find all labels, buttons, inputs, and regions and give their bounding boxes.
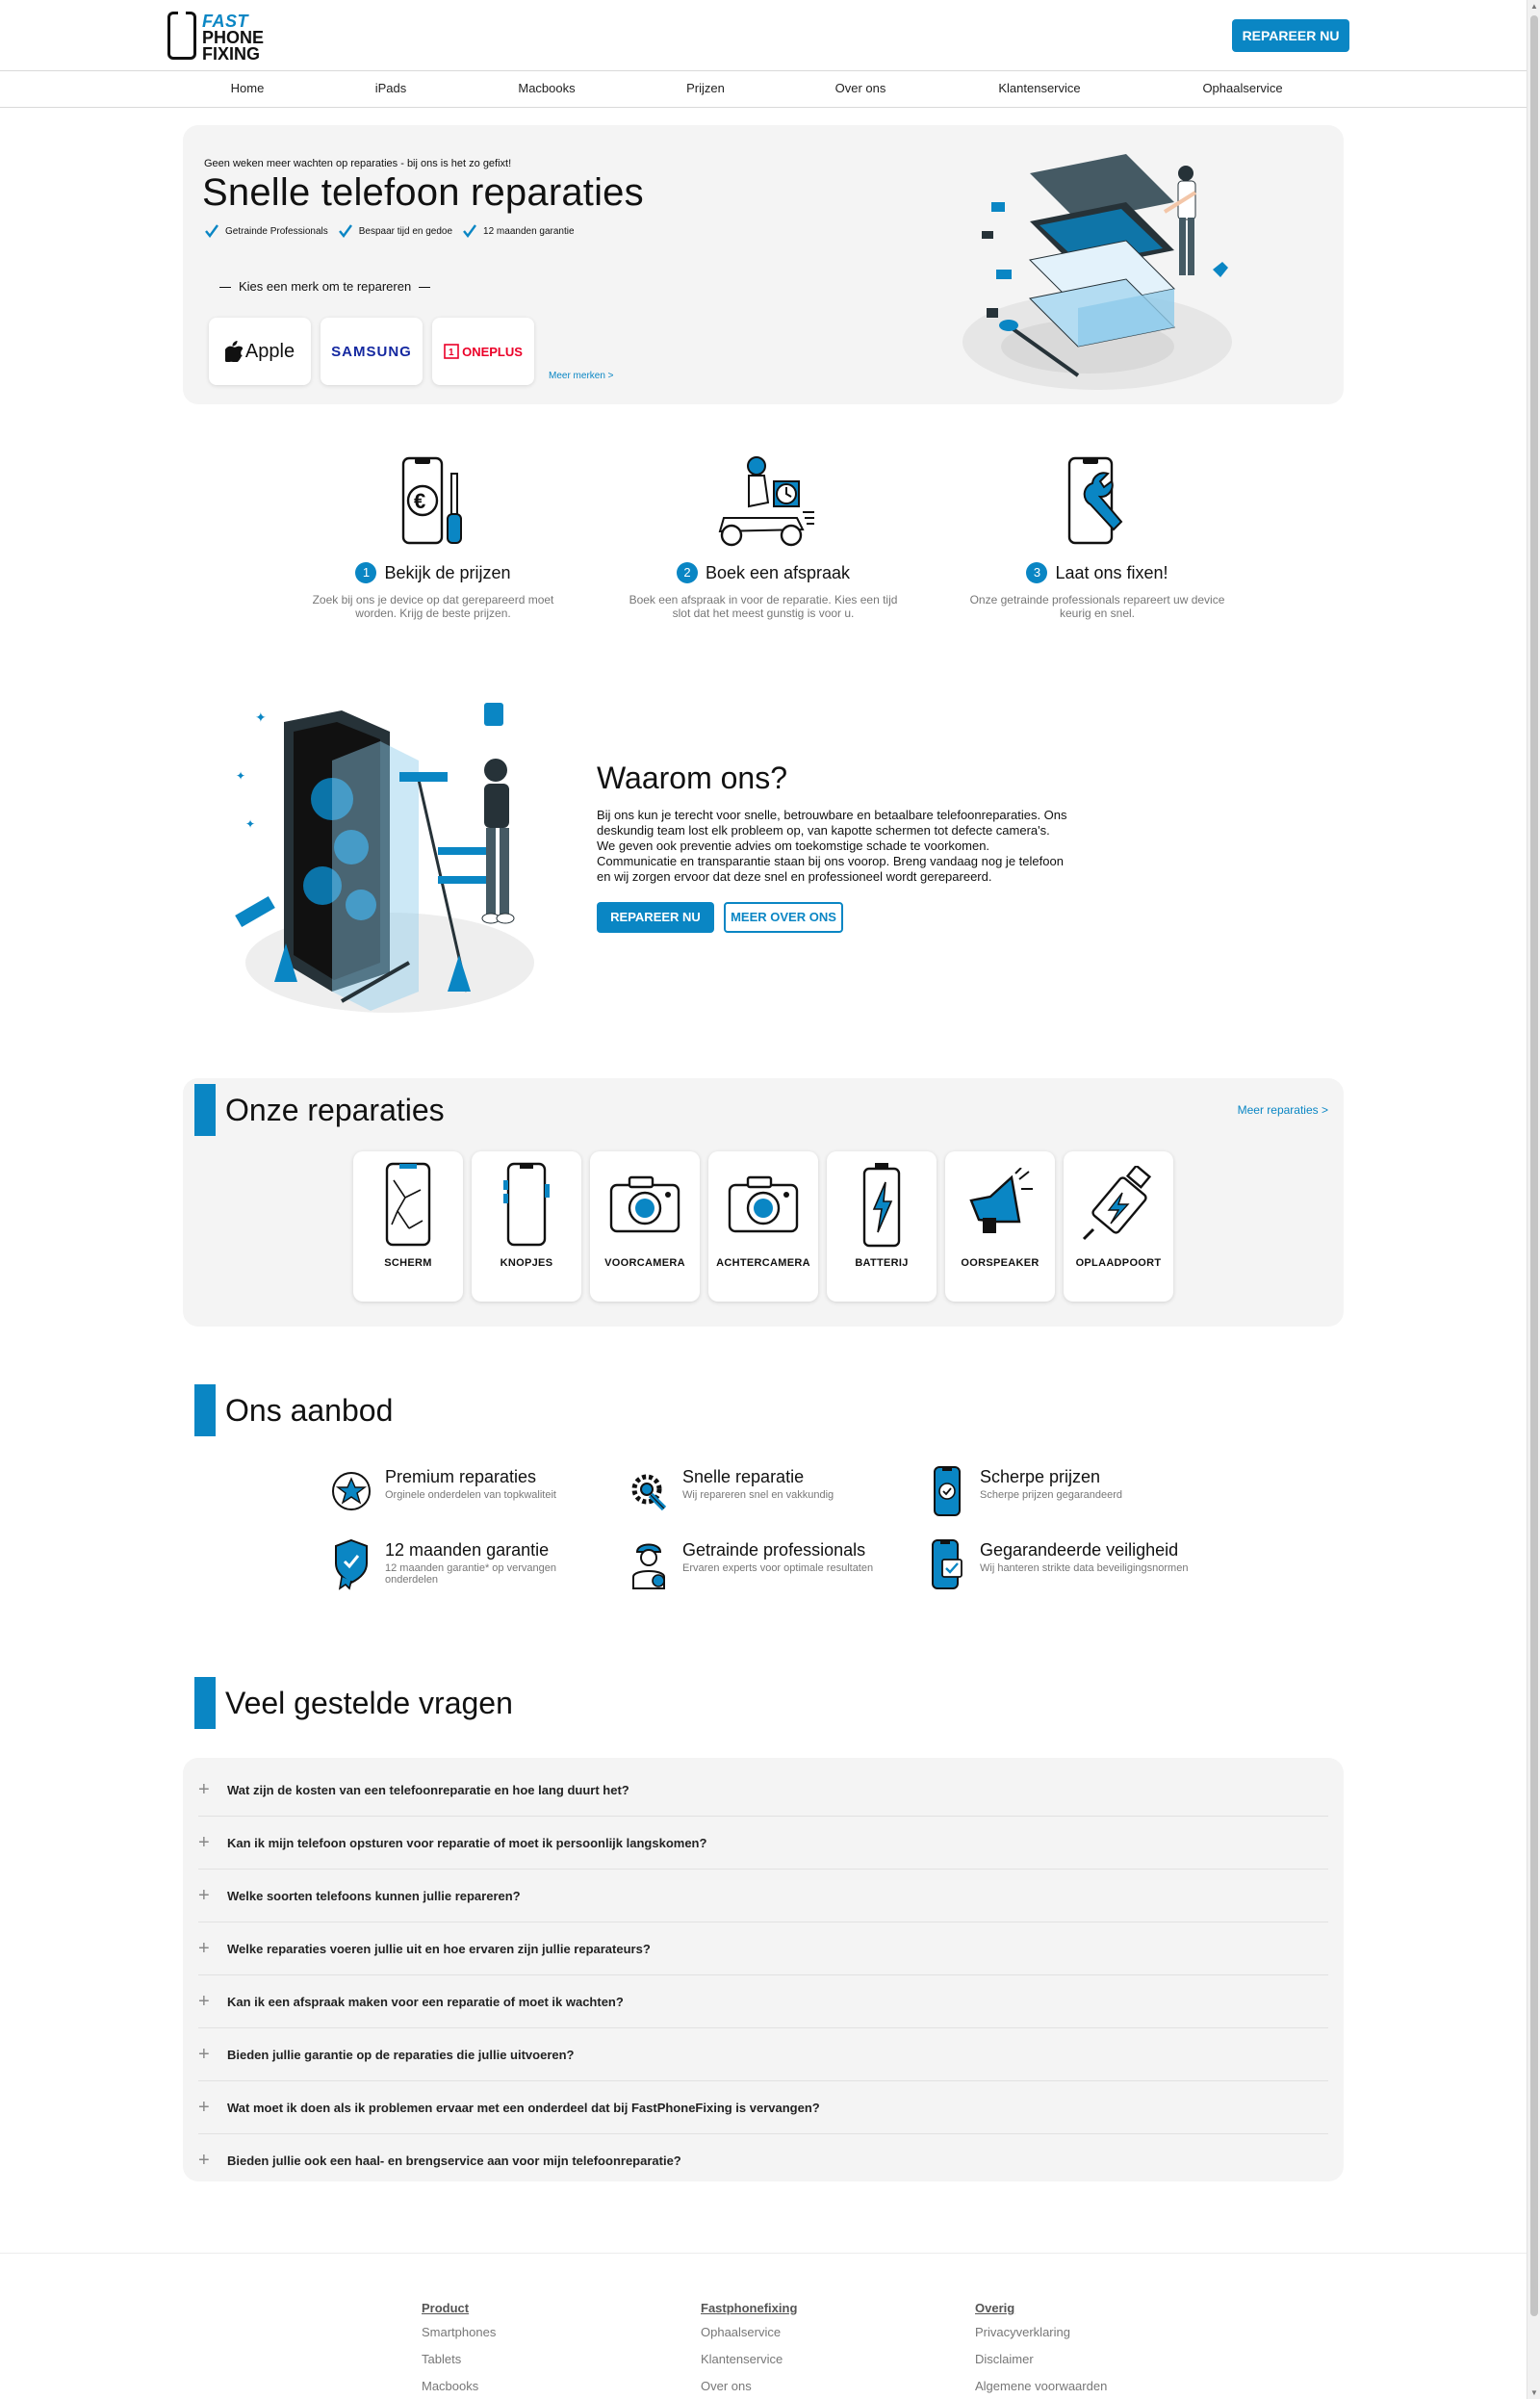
faq-question: Bieden jullie garantie op de reparaties die jullie uitvoeren?: [227, 2047, 575, 2062]
brand-picker-title: Kies een merk om te repareren: [212, 279, 438, 294]
plus-icon: +: [198, 2096, 210, 2118]
cracked-screen-icon: [384, 1161, 432, 1248]
step-text: Boek een afspraak in voor de reparatie. Kies een tijd slot dat het meest gunstig is voor u.: [629, 593, 898, 620]
step-2: [609, 445, 917, 620]
section-accent-bar: [194, 1084, 216, 1136]
footer-link[interactable]: Klantenservice: [701, 2352, 783, 2366]
footer-divider: [0, 2253, 1527, 2254]
brand-label: Apple: [244, 340, 295, 362]
offer-item-sub: Wij repareren snel en vakkundig: [682, 1489, 834, 1501]
faq-question: Welke soorten telefoons kunnen jullie repareren?: [227, 1888, 521, 1903]
repair-card-oorspeaker[interactable]: [945, 1151, 1055, 1302]
faq-title: Veel gestelde vragen: [225, 1685, 513, 1720]
step-title-text: Bekijk de prijzen: [384, 562, 511, 582]
phone-disassembly-illustration: [953, 135, 1242, 395]
offer-item-veiligheid: [923, 1538, 1212, 1594]
brand-label: ONEPLUS: [462, 344, 523, 359]
oneplus-logo-icon: [444, 344, 459, 359]
footer-link[interactable]: Algemene voorwaarden: [975, 2379, 1108, 2393]
repair-label: OORSPEAKER: [961, 1257, 1040, 1269]
plus-icon: +: [198, 1831, 210, 1853]
technician-cleaning-phone-illustration: [217, 703, 544, 1020]
phone-buttons-icon: [502, 1161, 551, 1248]
nav-prijzen[interactable]: Prijzen: [686, 81, 725, 95]
step-title: [943, 562, 1251, 583]
nav-ophaalservice[interactable]: Ophaalservice: [1202, 81, 1283, 95]
plus-icon: +: [198, 1884, 210, 1906]
apple-logo-icon: [225, 341, 243, 362]
step-text: Zoek bij ons je device op dat gerepareerd moet worden. Krijg de beste prijzen.: [312, 593, 554, 620]
wrench-phone-icon: [1054, 454, 1141, 551]
footer-link[interactable]: Macbooks: [422, 2379, 479, 2393]
faq-heading: [194, 1677, 513, 1729]
svg-text:€: €: [414, 489, 426, 513]
star-badge-icon: [330, 1470, 372, 1512]
repair-label: OPLAADPOORT: [1075, 1257, 1162, 1269]
offer-item-title: 12 maanden garantie: [385, 1540, 550, 1560]
battery-icon: [860, 1161, 903, 1248]
footer-link[interactable]: Over ons: [701, 2379, 752, 2393]
section-accent-bar: [194, 1384, 216, 1436]
repair-card-knopjes[interactable]: [472, 1151, 581, 1302]
footer-link[interactable]: Privacyverklaring: [975, 2325, 1070, 2339]
hero-check-label: Getrainde Professionals: [225, 225, 328, 237]
step-number: 1: [355, 562, 376, 583]
svg-text:✦: ✦: [236, 769, 246, 783]
repair-label: VOORCAMERA: [604, 1257, 685, 1269]
checkmark-icon: [338, 223, 353, 239]
svg-text:1: 1: [449, 348, 454, 358]
offer-item-scherpe-prijzen: [923, 1465, 1212, 1521]
hero-section: [183, 125, 1344, 404]
step-title-text: Boek een afspraak: [705, 562, 851, 582]
nav-over-ons[interactable]: Over ons: [834, 81, 886, 95]
brand-label: SAMSUNG: [331, 343, 412, 360]
delivery-scooter-icon: [710, 454, 816, 551]
nav-klantenservice[interactable]: Klantenservice: [998, 81, 1081, 95]
faq-question: Kan ik een afspraak maken voor een reparatie of moet ik wachten?: [227, 1994, 624, 2009]
offer-heading: [194, 1384, 393, 1436]
offer-item-sub: Scherpe prijzen gegarandeerd: [980, 1489, 1122, 1501]
step-3: [943, 445, 1251, 620]
price-phone-illustration: [279, 445, 587, 551]
why-repair-button[interactable]: REPAREER NU: [597, 902, 714, 933]
hero-checks: [204, 223, 575, 239]
hero-check-item: [204, 223, 328, 239]
logo-text-fast: FAST: [202, 12, 249, 31]
main-nav: [0, 71, 1527, 108]
secure-phone-icon: [925, 1538, 967, 1590]
plus-icon: +: [198, 1778, 210, 1800]
repair-label: BATTERIJ: [855, 1257, 909, 1269]
faq-question: Welke reparaties voeren jullie uit en hoe ervaren zijn jullie reparateurs?: [227, 1941, 651, 1956]
footer-link[interactable]: Disclaimer: [975, 2352, 1034, 2366]
logo-text-fixing: FIXING: [202, 44, 261, 64]
offer-item-title: Premium reparaties: [385, 1467, 537, 1486]
faq-question: Wat zijn de kosten van een telefoonreparatie en hoe lang duurt het?: [227, 1782, 629, 1797]
checkmark-icon: [204, 223, 219, 239]
repair-card-voorcamera[interactable]: [590, 1151, 700, 1302]
footer-link[interactable]: Smartphones: [422, 2325, 497, 2339]
more-about-us-button[interactable]: MEER OVER ONS: [724, 902, 843, 933]
charging-port-icon: [1080, 1166, 1157, 1243]
step-text: Onze getrainde professionals repareert uw device keurig en snel.: [969, 593, 1225, 620]
step-title-text: Laat ons fixen!: [1055, 562, 1168, 582]
hero-check-label: Bespaar tijd en gedoe: [358, 225, 453, 237]
hero-title: Snelle telefoon reparaties: [202, 171, 644, 214]
repairs-section: [183, 1078, 1344, 1327]
more-brands-link[interactable]: Meer merken >: [549, 371, 614, 381]
offer-item-professionals: [626, 1538, 914, 1594]
faq-item[interactable]: [198, 1975, 1328, 2028]
nav-macbooks[interactable]: Macbooks: [518, 81, 576, 95]
svg-text:✦: ✦: [245, 817, 256, 831]
step-number: 3: [1026, 562, 1047, 583]
offer-item-snelle-reparatie: [626, 1465, 914, 1521]
faq-list: [183, 1758, 1344, 2181]
plus-icon: +: [198, 1990, 210, 2012]
gear-wrench-icon: [628, 1470, 670, 1512]
repair-label: SCHERM: [384, 1257, 432, 1269]
offer-item-title: Snelle reparatie: [682, 1467, 805, 1486]
technician-icon: [628, 1538, 670, 1590]
logo-phone-icon: [167, 12, 196, 60]
footer-col-product: [422, 2301, 633, 2399]
offer-item-title: Gegarandeerde veiligheid: [980, 1540, 1179, 1560]
hero-check-label: 12 maanden garantie: [483, 225, 575, 237]
offer-item-sub: 12 maanden garantie* op vervangen onderdelen: [385, 1562, 556, 1586]
logo[interactable]: [167, 10, 273, 62]
brand-card-apple[interactable]: [209, 318, 311, 385]
more-repairs-link[interactable]: Meer reparaties >: [1237, 1103, 1328, 1117]
scrollbar-thumb[interactable]: [1530, 15, 1538, 2316]
brand-card-samsung[interactable]: [321, 318, 423, 385]
logo-text-phone: PHONE: [202, 28, 265, 47]
footer-col-overig: [975, 2301, 1187, 2399]
wrench-phone-illustration: [943, 445, 1251, 551]
offer-item-sub: Wij hanteren strikte data beveiligingsnormen: [980, 1562, 1189, 1574]
brand-card-oneplus[interactable]: [432, 318, 534, 385]
offer-item-title: Getrainde professionals: [682, 1540, 866, 1560]
shield-ribbon-icon: [330, 1538, 372, 1590]
repair-label: KNOPJES: [500, 1257, 553, 1269]
site-header: [0, 0, 1527, 71]
checkmark-icon: [462, 223, 477, 239]
offer-item-title: Scherpe prijzen: [980, 1467, 1101, 1486]
section-accent-bar: [194, 1677, 216, 1729]
faq-item[interactable]: [198, 2134, 1328, 2187]
step-number: 2: [677, 562, 698, 583]
hero-check-item: [338, 223, 452, 239]
hero-tagline: Geen weken meer wachten op reparaties - bij ons is het zo gefixt!: [204, 158, 512, 169]
faq-question: Wat moet ik doen als ik problemen ervaar met een onderdeel dat bij FastPhoneFixing is vervangen?: [227, 2100, 820, 2115]
step-title: [279, 562, 587, 583]
hero-check-item: [462, 223, 575, 239]
rear-camera-icon: [727, 1174, 800, 1235]
repair-card-scherm[interactable]: [353, 1151, 463, 1302]
scroll-down-icon[interactable]: ▼: [1530, 2388, 1538, 2397]
plus-icon: +: [198, 2150, 210, 2171]
repairs-title: Onze reparaties: [225, 1092, 445, 1127]
repair-card-batterij[interactable]: [827, 1151, 937, 1302]
scroll-up-icon[interactable]: ▲: [1530, 2, 1538, 11]
offer-title: Ons aanbod: [225, 1392, 394, 1428]
offer-item-sub: Orginele onderdelen van topkwaliteit: [385, 1489, 556, 1501]
offer-item-garantie: [328, 1538, 617, 1594]
delivery-scooter-illustration: [609, 445, 917, 551]
faq-item[interactable]: [198, 1870, 1328, 1922]
plus-icon: +: [198, 2043, 210, 2065]
repair-card-oplaadpoort[interactable]: [1064, 1151, 1173, 1302]
page-scrollbar[interactable]: [1527, 0, 1540, 2399]
footer-link[interactable]: Tablets: [422, 2352, 462, 2366]
why-buttons: [597, 902, 1068, 933]
repair-label: ACHTERCAMERA: [716, 1257, 810, 1269]
why-us-section: [597, 761, 1068, 933]
header-repair-button[interactable]: REPAREER NU: [1232, 19, 1349, 52]
faq-item[interactable]: [198, 2081, 1328, 2134]
why-text: Bij ons kun je terecht voor snelle, betrouwbare en betaalbare telefoonreparaties. Ons deskundig team lost elk probleem op, van kapotte schermen tot defecte camera's. We geven ook preventie advies om toekomstige schade te voorkomen. Communicatie en transparantie staan bij ons voorop. Breng vandaag nog je telefoon en wij zorgen ervoor dat deze snel en professioneel wordt gerepareerd.: [597, 808, 1067, 884]
faq-item[interactable]: [198, 2028, 1328, 2081]
faq-item[interactable]: [198, 1764, 1328, 1817]
faq-item[interactable]: [198, 1817, 1328, 1870]
footer-col-title[interactable]: Product: [422, 2301, 470, 2315]
speaker-icon: [963, 1168, 1037, 1241]
offer-item-premium: [328, 1465, 617, 1521]
offer-item-sub: Ervaren experts voor optimale resultaten: [682, 1562, 874, 1574]
footer-col-title[interactable]: Fastphonefixing: [701, 2301, 798, 2315]
nav-ipads[interactable]: iPads: [374, 81, 407, 95]
footer-col-fastphonefixing: [701, 2301, 912, 2399]
euro-phone-icon: [390, 454, 476, 551]
step-1: [279, 445, 587, 620]
nav-home[interactable]: Home: [230, 81, 265, 95]
footer-col-title[interactable]: Overig: [975, 2301, 1015, 2315]
faq-item[interactable]: [198, 1922, 1328, 1975]
repair-card-achtercamera[interactable]: [708, 1151, 818, 1302]
plus-icon: +: [198, 1937, 210, 1959]
front-camera-icon: [608, 1174, 681, 1235]
why-title: Waarom ons?: [597, 761, 787, 795]
footer-link[interactable]: Ophaalservice: [701, 2325, 782, 2339]
phone-check-icon: [925, 1465, 967, 1517]
repairs-heading: [194, 1084, 445, 1136]
svg-text:✦: ✦: [255, 710, 267, 726]
faq-question: Bieden jullie ook een haal- en brengservice aan voor mijn telefoonreparatie?: [227, 2154, 681, 2168]
faq-question: Kan ik mijn telefoon opsturen voor reparatie of moet ik persoonlijk langskomen?: [227, 1835, 707, 1850]
step-title: [609, 562, 917, 583]
